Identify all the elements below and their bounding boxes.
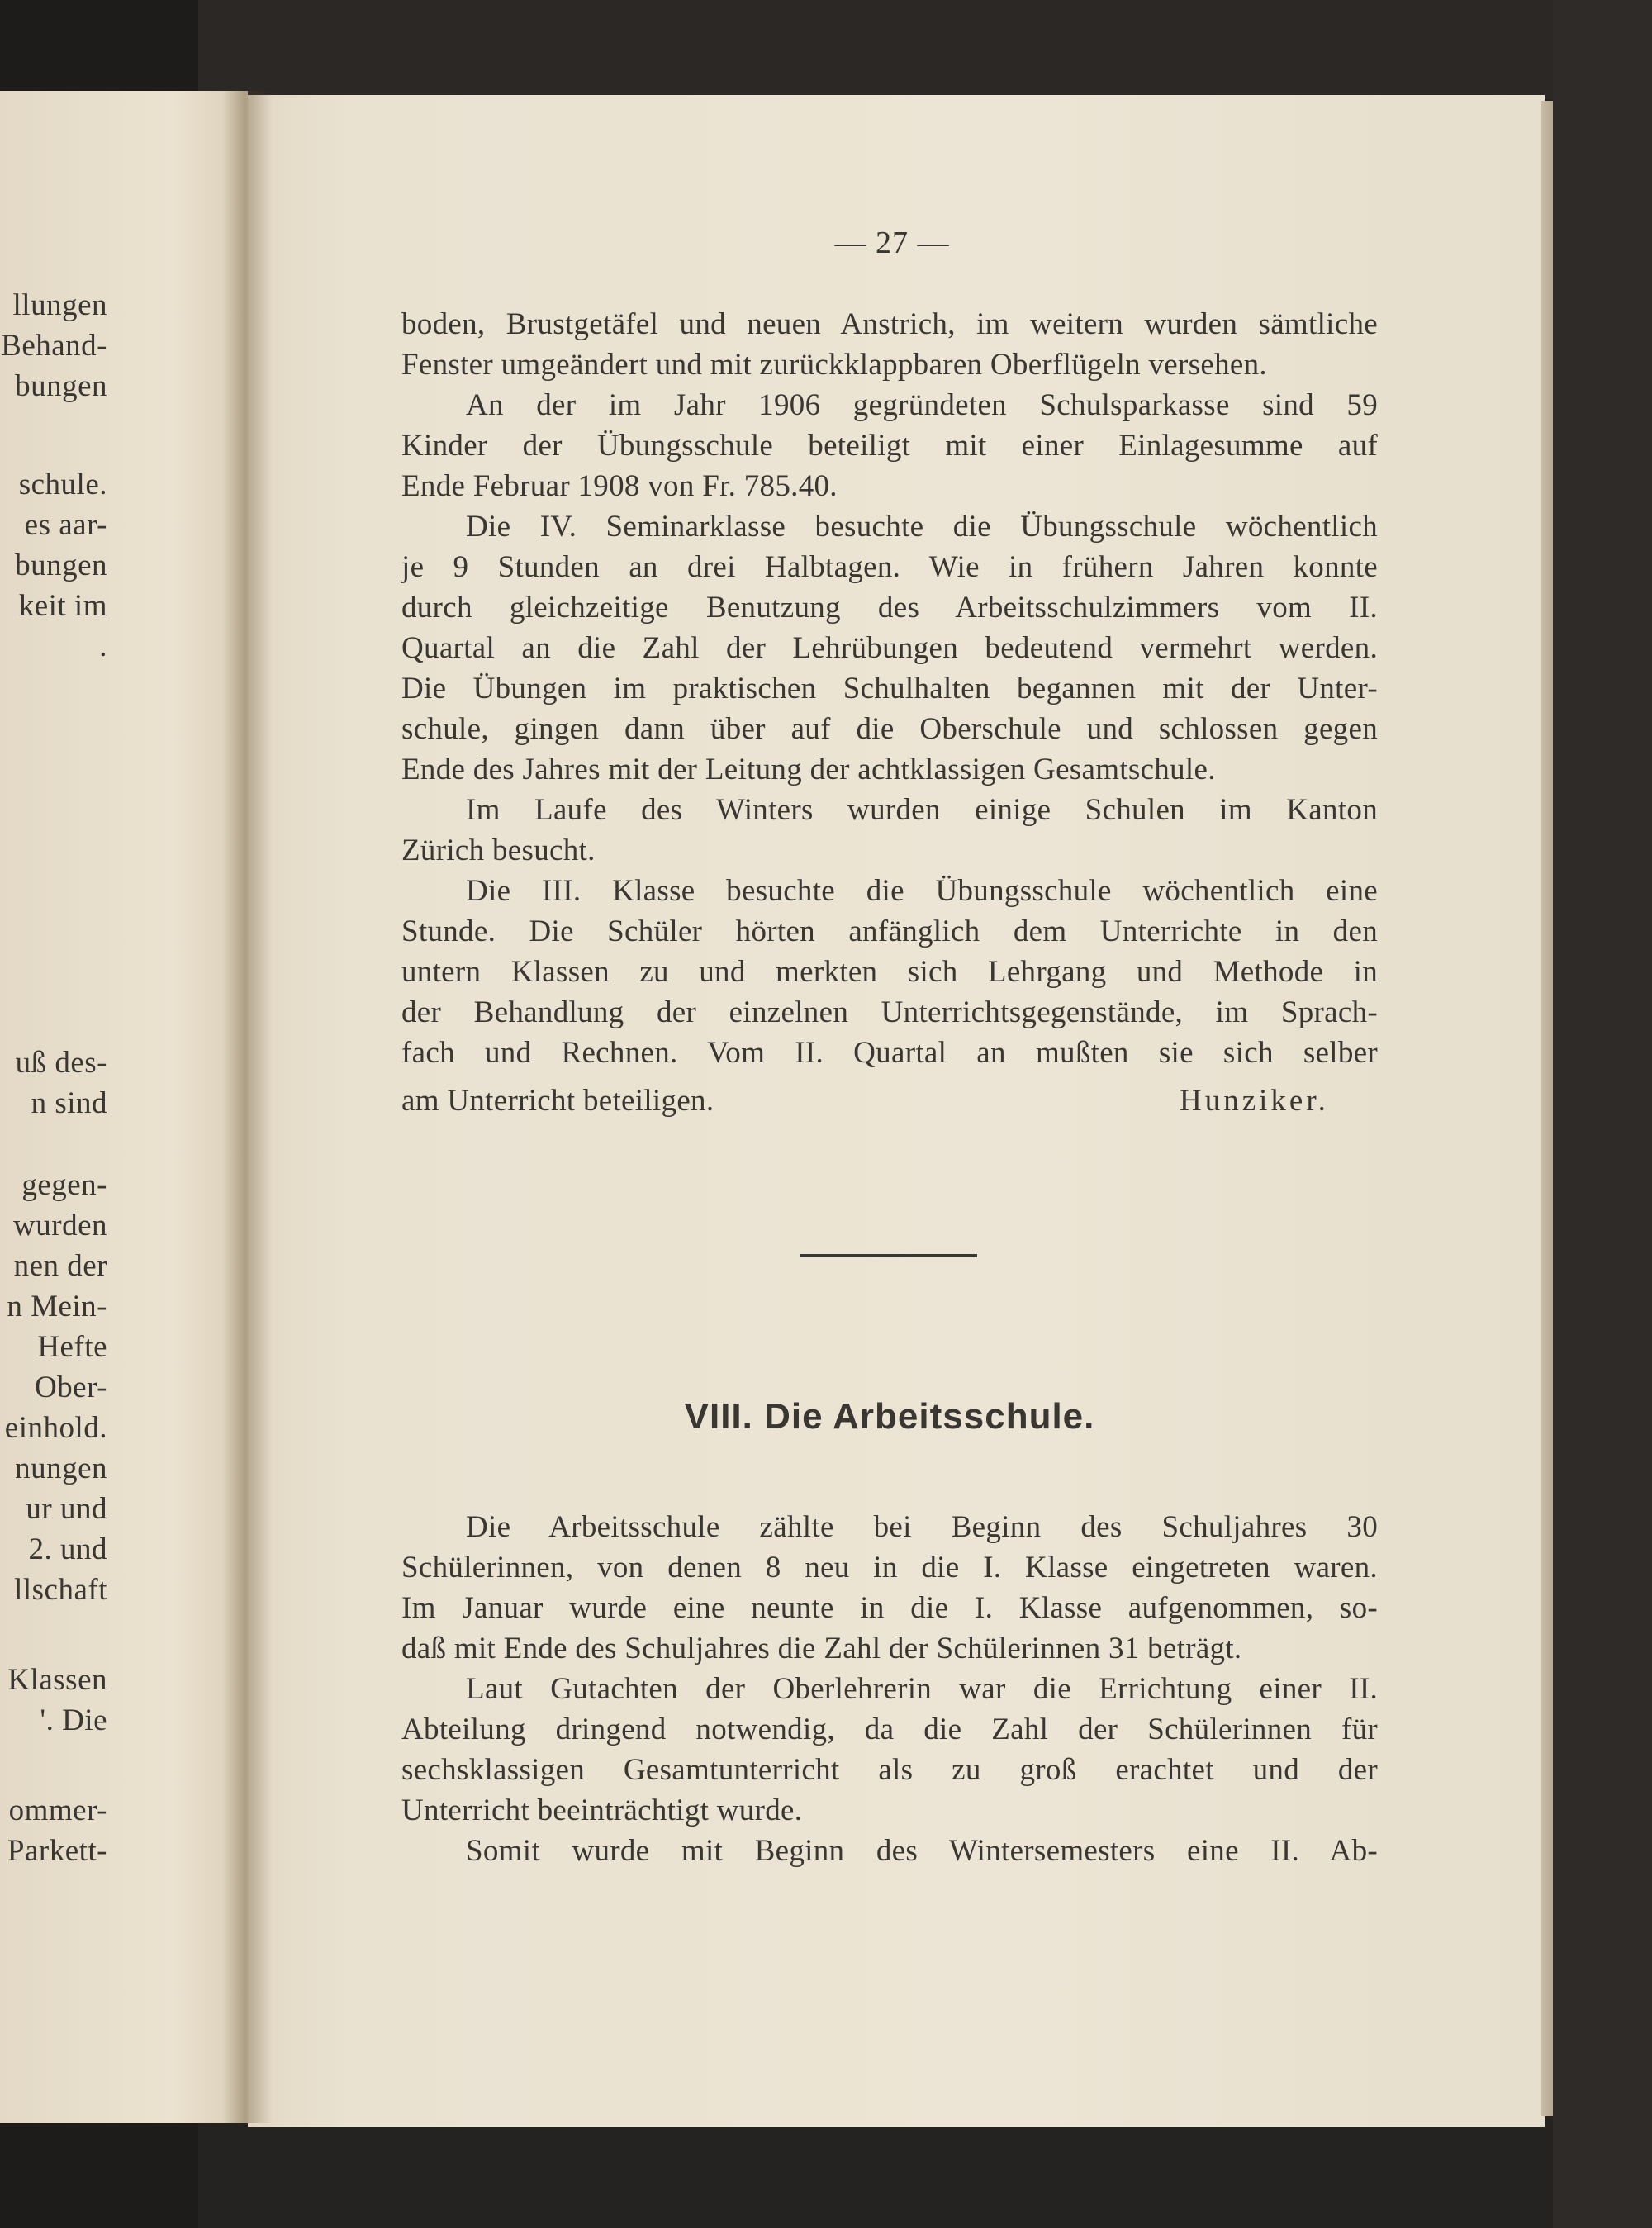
text-line: Abteilung dringend notwendig, da die Zahl der Schülerinnen für	[401, 1713, 1378, 1746]
text-line: Ende des Jahres mit der Leitung der achtklassigen Gesamtschule.	[401, 753, 1216, 786]
text-line: schule, gingen dann über auf die Oberschule und schlossen gegen	[401, 712, 1378, 746]
left-page-line: Klassen	[7, 1663, 107, 1697]
text-line: boden, Brustgetäfel und neuen Anstrich, im weitern wurden sämtliche	[401, 307, 1378, 341]
left-page-line: nen der	[13, 1249, 107, 1283]
text-line: fach und Rechnen. Vom II. Quartal an mußten sie sich selber	[401, 1036, 1378, 1070]
text-line: Somit wurde mit Beginn des Wintersemesters eine II. Ab-	[466, 1834, 1378, 1868]
left-page-line: Parkett-	[7, 1834, 107, 1868]
left-page-line: 2. und	[28, 1532, 107, 1566]
text-line: Kinder der Übungsschule beteiligt mit einer Einlagesumme auf	[401, 429, 1378, 463]
left-page-line: uß des-	[15, 1046, 107, 1080]
text-line: Unterricht beeinträchtigt wurde.	[401, 1793, 803, 1827]
left-page-line: llungen	[12, 288, 107, 322]
text-line: Quartal an die Zahl der Lehrübungen bedeutend vermehrt werden.	[401, 631, 1378, 665]
text-line: Fenster umgeändert und mit zurückklappbaren Oberflügeln versehen.	[401, 348, 1267, 382]
text-line: Zürich besucht.	[401, 834, 596, 867]
text-line: daß mit Ende des Schuljahres die Zahl der Schülerinnen 31 beträgt.	[401, 1632, 1242, 1665]
scan-background-top	[0, 0, 1652, 99]
text-line: sechsklassigen Gesamtunterricht als zu groß erachtet und der	[401, 1753, 1378, 1787]
text-line: Die III. Klasse besuchte die Übungsschule wöchentlich eine	[466, 874, 1378, 908]
left-page-line: ommer-	[8, 1793, 107, 1827]
section-heading: VIII. Die Arbeitsschule.	[684, 1396, 1095, 1437]
author-signature: Hunziker.	[1180, 1084, 1329, 1118]
left-page-line: n Mein-	[7, 1290, 107, 1323]
text-line: An der im Jahr 1906 gegründeten Schulsparkasse sind 59	[466, 388, 1378, 422]
left-page-line: bungen	[15, 369, 107, 403]
left-page-line: wurden	[13, 1209, 107, 1242]
text-line: Laut Gutachten der Oberlehrerin war die Errichtung einer II.	[466, 1672, 1378, 1706]
text-line: Stunde. Die Schüler hörten anfänglich dem Unterrichte in den	[401, 914, 1378, 948]
left-page-line: nungen	[15, 1451, 107, 1485]
page-number: — 27 —	[834, 226, 950, 260]
left-page-line: keit im	[18, 589, 107, 623]
text-line: der Behandlung der einzelnen Unterrichtsgegenstände, im Sprach-	[401, 995, 1378, 1029]
left-page-line: '. Die	[40, 1703, 107, 1737]
left-page-line: bungen	[15, 549, 107, 582]
text-line: je 9 Stunden an drei Halbtagen. Wie in frühern Jahren konnte	[401, 550, 1378, 584]
book-gutter	[223, 91, 273, 2123]
text-line: Schülerinnen, von denen 8 neu in die I. Klasse eingetreten waren.	[401, 1551, 1378, 1584]
section-separator	[800, 1254, 977, 1257]
text-line: Die IV. Seminarklasse besuchte die Übungsschule wöchentlich	[466, 510, 1378, 544]
text-line: am Unterricht beteiligen.	[401, 1084, 714, 1118]
text-line: Ende Februar 1908 von Fr. 785.40.	[401, 469, 838, 503]
left-page-line: .	[99, 629, 107, 663]
left-page-line: schule.	[18, 468, 107, 501]
left-page-line: Behand-	[1, 329, 107, 363]
text-line: durch gleichzeitige Benutzung des Arbeitsschulzimmers vom II.	[401, 591, 1378, 625]
text-line: Im Januar wurde eine neunte in die I. Klasse aufgenommen, so-	[401, 1591, 1378, 1625]
left-page	[0, 91, 248, 2123]
left-page-line: gegen-	[21, 1168, 107, 1202]
page-edge	[1541, 101, 1553, 2116]
scan-background-right	[1553, 0, 1652, 2228]
left-page-line: ur und	[26, 1492, 107, 1526]
left-page-line: llschaft	[14, 1573, 107, 1607]
text-line: Die Arbeitsschule zählte bei Beginn des Schuljahres 30	[466, 1510, 1378, 1544]
left-page-line: n sind	[31, 1086, 107, 1120]
left-page-line: Ober-	[34, 1371, 107, 1404]
left-page-line: Hefte	[37, 1330, 107, 1364]
text-line: Im Laufe des Winters wurden einige Schulen im Kanton	[466, 793, 1378, 827]
text-line: untern Klassen zu und merkten sich Lehrgang und Methode in	[401, 955, 1378, 989]
text-line: Die Übungen im praktischen Schulhalten begannen mit der Unter-	[401, 672, 1378, 705]
left-page-line: es aar-	[24, 508, 107, 542]
left-page-line: einhold.	[4, 1411, 107, 1445]
